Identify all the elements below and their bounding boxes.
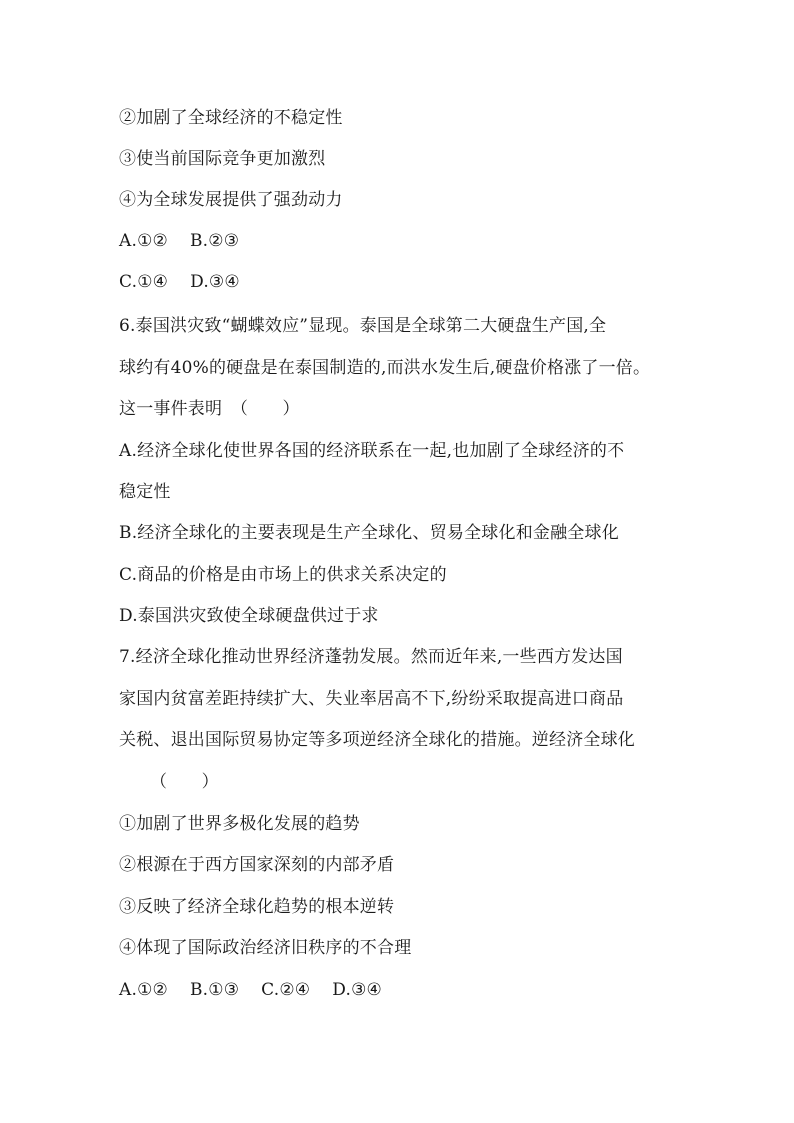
- q5-options-row-1: [119, 230, 239, 252]
- q7-option-b: B.①③: [189, 980, 240, 1000]
- q5-option-d: D.③④: [190, 272, 240, 292]
- q5-options-row-2: [119, 271, 240, 293]
- q7-statement-2: ②根源在于西方国家深刻的内部矛盾: [119, 855, 395, 875]
- q7-stem-line-4: （ ）: [150, 772, 219, 792]
- q7-option-c: C.②④: [261, 980, 311, 1000]
- q6-option-b: B.经济全球化的主要表现是生产全球化、贸易全球化和金融全球化: [119, 523, 619, 543]
- q6-option-a-line-1: A.经济全球化使世界各国的经济联系在一起,也加剧了全球经济的不: [119, 441, 625, 461]
- q6-option-a-line-2: 稳定性: [119, 482, 171, 502]
- q7-option-d: D.③④: [332, 980, 382, 1000]
- q7-statement-1: ①加剧了世界多极化发展的趋势: [119, 814, 360, 834]
- q6-option-c: C.商品的价格是由市场上的供求关系决定的: [119, 565, 447, 585]
- q7-stem-line-3: 关税、退出国际贸易协定等多项逆经济全球化的措施。逆经济全球化: [119, 730, 635, 750]
- q5-option-c: C.①④: [119, 272, 169, 292]
- q5-statement-2: ②加剧了全球经济的不稳定性: [119, 108, 343, 128]
- q7-options-row: [119, 979, 382, 1001]
- q6-stem-line-1: 6.泰国洪灾致“蝴蝶效应”显现。泰国是全球第二大硬盘生产国,全: [119, 316, 607, 336]
- q7-stem-line-1: 7.经济全球化推动世界经济蓬勃发展。然而近年来,一些西方发达国: [119, 647, 623, 667]
- q5-statement-4: ④为全球发展提供了强劲动力: [119, 190, 343, 210]
- q7-statement-4: ④体现了国际政治经济旧秩序的不合理: [119, 938, 412, 958]
- q7-statement-3: ③反映了经济全球化趋势的根本逆转: [119, 897, 395, 917]
- q6-stem-line-2: 球约有40%的硬盘是在泰国制造的,而洪水发生后,硬盘价格涨了一倍。: [119, 358, 651, 378]
- q7-stem-line-2: 家国内贫富差距持续扩大、失业率居高不下,纷纷采取提高进口商品: [119, 689, 624, 709]
- q6-stem-line-3: 这一事件表明 （ ）: [119, 399, 300, 419]
- q5-option-b: B.②③: [189, 231, 240, 251]
- q6-option-d: D.泰国洪灾致使全球硬盘供过于求: [119, 606, 379, 626]
- q7-option-a: A.①②: [119, 980, 168, 1000]
- q5-statement-3: ③使当前国际竞争更加激烈: [119, 149, 326, 169]
- q5-option-a: A.①②: [119, 231, 168, 251]
